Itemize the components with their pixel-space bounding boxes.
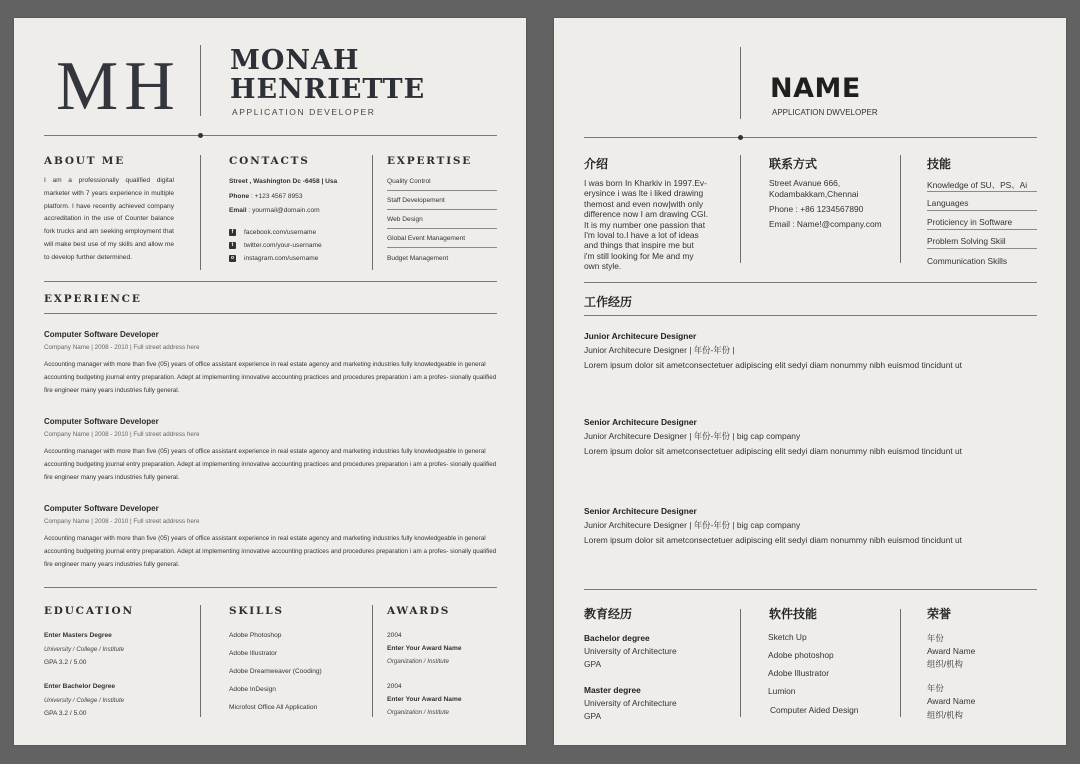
list-divider [387, 190, 497, 191]
job-title: APPLICATION DEVELOPER [232, 107, 376, 117]
list-divider [387, 247, 497, 248]
work-job-description: Lorem ipsum dolor sit ametconsectetuer adipiscing elit sedyi diam nonummy nibh euismod tincidunt ut [584, 446, 962, 456]
skill-item: Problem Solving Skiil [927, 236, 1006, 246]
skill-item: Adobe Dreamweaver (Cooding) [229, 668, 322, 675]
facebook-link[interactable]: facebook.com/username [244, 229, 317, 236]
award-name: Enter Your Award Name [387, 696, 462, 703]
section-rule [584, 315, 1037, 316]
contact-phone: Phone : +86 1234567890 [769, 204, 864, 214]
contact-address-line: Kodambakkam,Chennai [769, 189, 859, 199]
experience-heading: EXPERIENCE [44, 293, 142, 305]
skill-item: Knowledge of SU、PS、Ai [927, 180, 1028, 190]
contact-email: Email : Name!@company.com [769, 219, 882, 229]
header-rule-dot [738, 135, 743, 140]
col-divider [900, 155, 901, 263]
awards-heading: AWARDS [387, 605, 451, 617]
job-title: APPLICATION DWVELOPER [772, 108, 878, 117]
twitter-link[interactable]: twitter.com/your-username [244, 242, 322, 249]
work-job-title: Junior Architecure Designer [584, 331, 697, 341]
experience-job-title: Computer Software Developer [44, 417, 159, 426]
email-value: : yourmail@domain.com [246, 207, 320, 214]
about-heading: ABOUT ME [44, 155, 126, 167]
skill-item: Adobe InDesign [229, 686, 276, 693]
education-degree: Enter Bachelor Degree [44, 683, 116, 690]
col-divider [900, 609, 901, 717]
experience-job-meta: Company Name | 2008 - 2010 | Full street address here [44, 431, 200, 438]
skill-item: Adobe Illustrator [229, 650, 278, 657]
col-divider [740, 155, 741, 263]
intro-line: It is my number one passion that [584, 219, 706, 230]
work-job-meta: Junior Architecure Designer | 年份-年份 | [584, 345, 735, 355]
header-rule [44, 135, 497, 136]
expertise-item: Budget Management [387, 255, 449, 262]
software-heading: 软件技能 [769, 607, 818, 621]
list-divider [927, 229, 1037, 230]
expertise-heading: EXPERTISE [387, 155, 473, 167]
header-divider [200, 45, 201, 116]
section-rule [584, 589, 1037, 590]
software-item: Adobe photoshop [768, 650, 834, 660]
phone-value: : +123 4567 8953 [249, 193, 303, 200]
contact-email [229, 207, 320, 214]
col-divider [372, 605, 373, 717]
section-rule [44, 281, 497, 282]
work-job-title: Senior Architecure Designer [584, 506, 697, 516]
instagram-icon: o [230, 255, 235, 261]
contact-heading: 联系方式 [769, 157, 818, 171]
name: NAME [770, 73, 861, 104]
email-label: Email [229, 207, 247, 214]
list-divider [387, 209, 497, 210]
list-divider [387, 228, 497, 229]
education-gpa: GPA 3.2 / 5.00 [44, 659, 87, 666]
software-item: Lumion [768, 686, 796, 696]
honors-heading: 荣誉 [927, 607, 952, 621]
list-divider [927, 191, 1037, 192]
work-job-description: Lorem ipsum dolor sit ametconsectetuer adipiscing elit sedyi diam nonummy nibh euismod tincidunt ut [584, 360, 962, 370]
experience-job-meta: Company Name | 2008 - 2010 | Full street address here [44, 344, 200, 351]
expertise-item: Staff Developement [387, 197, 445, 204]
work-job-description: Lorem ipsum dolor sit ametconsectetuer adipiscing elit sedyi diam nonummy nibh euismod tincidunt ut [584, 535, 962, 545]
skills-heading: SKILLS [229, 605, 284, 617]
education-gpa: GPA [584, 711, 602, 721]
intro-line: erysince i was lte i liked drawing [584, 188, 704, 199]
honor-year: 年份 [927, 683, 944, 693]
experience-job-description: Accounting manager with more than five (05) years of office assistant experience in real estate agency and marketing industries fully knowledgeable in general accounting budgeting journal entry preparation. Adept at implementing innovative accounting practices and procedures preparation i am a profes- sionally qualified fire engineer many years industries fully general. [44, 448, 497, 481]
section-rule [584, 282, 1037, 283]
col-divider [200, 605, 201, 717]
intro-line: i'm still looking for Me and my [584, 250, 694, 261]
work-heading: 工作经历 [584, 295, 633, 309]
list-divider [927, 248, 1037, 249]
col-divider [740, 609, 741, 717]
education-degree: Bachelor degree [584, 633, 650, 643]
honor-year: 年份 [927, 633, 944, 643]
name-line-2: HENRIETTE [230, 74, 426, 105]
col-divider [372, 155, 373, 270]
resume-page-left [14, 18, 526, 745]
education-school: University of Architecture [584, 646, 677, 656]
contact-address: Street , Washington Dc -6458 | Usa [229, 178, 338, 185]
education-gpa: GPA [584, 659, 602, 669]
header-rule [584, 137, 1037, 138]
experience-job-description: Accounting manager with more than five (05) years of office assistant experience in real estate agency and marketing industries fully knowledgeable in general accounting budgeting journal entry preparation. Adept at implementing innovative accounting practices and procedures preparation i am a profes- sionally qualified fire engineer many years industries fully general. [44, 361, 497, 394]
intro-line: I was born In Kharkiv in 1997.Ev- [584, 178, 707, 188]
resume-page-right [554, 18, 1066, 745]
honor-org: 组织/机构 [927, 710, 963, 720]
about-text: I am a professionally qualified digital marketer with 7 years experience in multiple platform. I have recently achieved company accreditation in the use of Counter balance fork trucks and am seeking employment that will make best use of my skills and allow me to develop further determined. [44, 177, 174, 261]
col-divider [200, 155, 201, 270]
header-rule-dot [198, 133, 203, 138]
facebook-icon: f [229, 229, 236, 236]
intro-heading: 介绍 [584, 157, 609, 171]
work-job-meta: Junior Architecure Designer | 年份-年份 | big cap company [584, 431, 801, 441]
education-gpa: GPA 3.2 / 5.00 [44, 710, 87, 717]
intro-text [584, 178, 719, 272]
education-heading: 教育经历 [584, 607, 633, 621]
software-item: Computer Aided Design [770, 705, 859, 715]
phone-label: Phone [229, 193, 250, 200]
award-year: 2004 [387, 632, 402, 639]
skill-item: Communication Skills [927, 256, 1008, 266]
list-divider [927, 210, 1037, 211]
education-school: University / College / Institute [44, 697, 125, 704]
experience-job-meta: Company Name | 2008 - 2010 | Full street address here [44, 518, 200, 525]
intro-line: I'm loval to.I have a lot of ideas [584, 230, 699, 241]
monogram: MH [56, 48, 181, 125]
experience-job-description: Accounting manager with more than five (05) years of office assistant experience in real estate agency and marketing industries fully knowledgeable in general accounting budgeting journal entry preparation. Adept at implementing innovative accounting practices and procedures preparation i am a profes- sionally qualified fire engineer many years industries fully general. [44, 535, 497, 568]
intro-line: difference now I am drawing CGI. [584, 209, 709, 220]
skills-heading: 技能 [927, 157, 952, 171]
honor-name: Award Name [927, 696, 976, 706]
skill-item: Adobe Photoshop [229, 632, 282, 639]
twitter-icon: t [229, 242, 236, 249]
expertise-item: Quality Control [387, 178, 431, 185]
award-org: Organization / Institute [387, 709, 449, 716]
section-rule [44, 587, 497, 588]
intro-line: themost and even now|with only [584, 198, 704, 209]
contacts-heading: CONTACTS [229, 155, 310, 167]
skill-item: Microfost Office All Application [229, 704, 318, 711]
intro-line: and things that inspire me but [584, 240, 694, 251]
award-org: Organization / Institute [387, 658, 449, 665]
skill-item: Proticiency in Software [927, 217, 1013, 227]
experience-job-title: Computer Software Developer [44, 330, 159, 339]
experience-job-title: Computer Software Developer [44, 504, 159, 513]
education-school: University of Architecture [584, 698, 677, 708]
honor-org: 组织/机构 [927, 659, 963, 669]
software-item: Sketch Up [768, 632, 807, 642]
award-name: Enter Your Award Name [387, 645, 462, 652]
honor-name: Award Name [927, 646, 976, 656]
header-divider [740, 47, 741, 119]
instagram-link[interactable]: instagram.com/username [244, 255, 319, 262]
skill-item: Languages [927, 198, 969, 208]
intro-line: own style. [584, 261, 622, 272]
award-year: 2004 [387, 683, 402, 690]
education-heading: EDUCATION [44, 605, 134, 617]
work-job-meta: Junior Architecure Designer | 年份-年份 | big cap company [584, 520, 801, 530]
expertise-item: Global Event Management [387, 235, 466, 242]
expertise-item: Web Design [387, 216, 423, 223]
education-school: University / College / Institute [44, 646, 125, 653]
work-job-title: Senior Architecure Designer [584, 417, 697, 427]
education-degree: Enter Masters Degree [44, 632, 112, 639]
software-item: Adobe Illustrator [768, 668, 829, 678]
education-degree: Master degree [584, 685, 641, 695]
name-line-1: MONAH [230, 45, 360, 76]
contact-address-line: Street Avanue 666, [769, 178, 841, 188]
contact-phone [229, 193, 303, 200]
section-rule [44, 313, 497, 314]
